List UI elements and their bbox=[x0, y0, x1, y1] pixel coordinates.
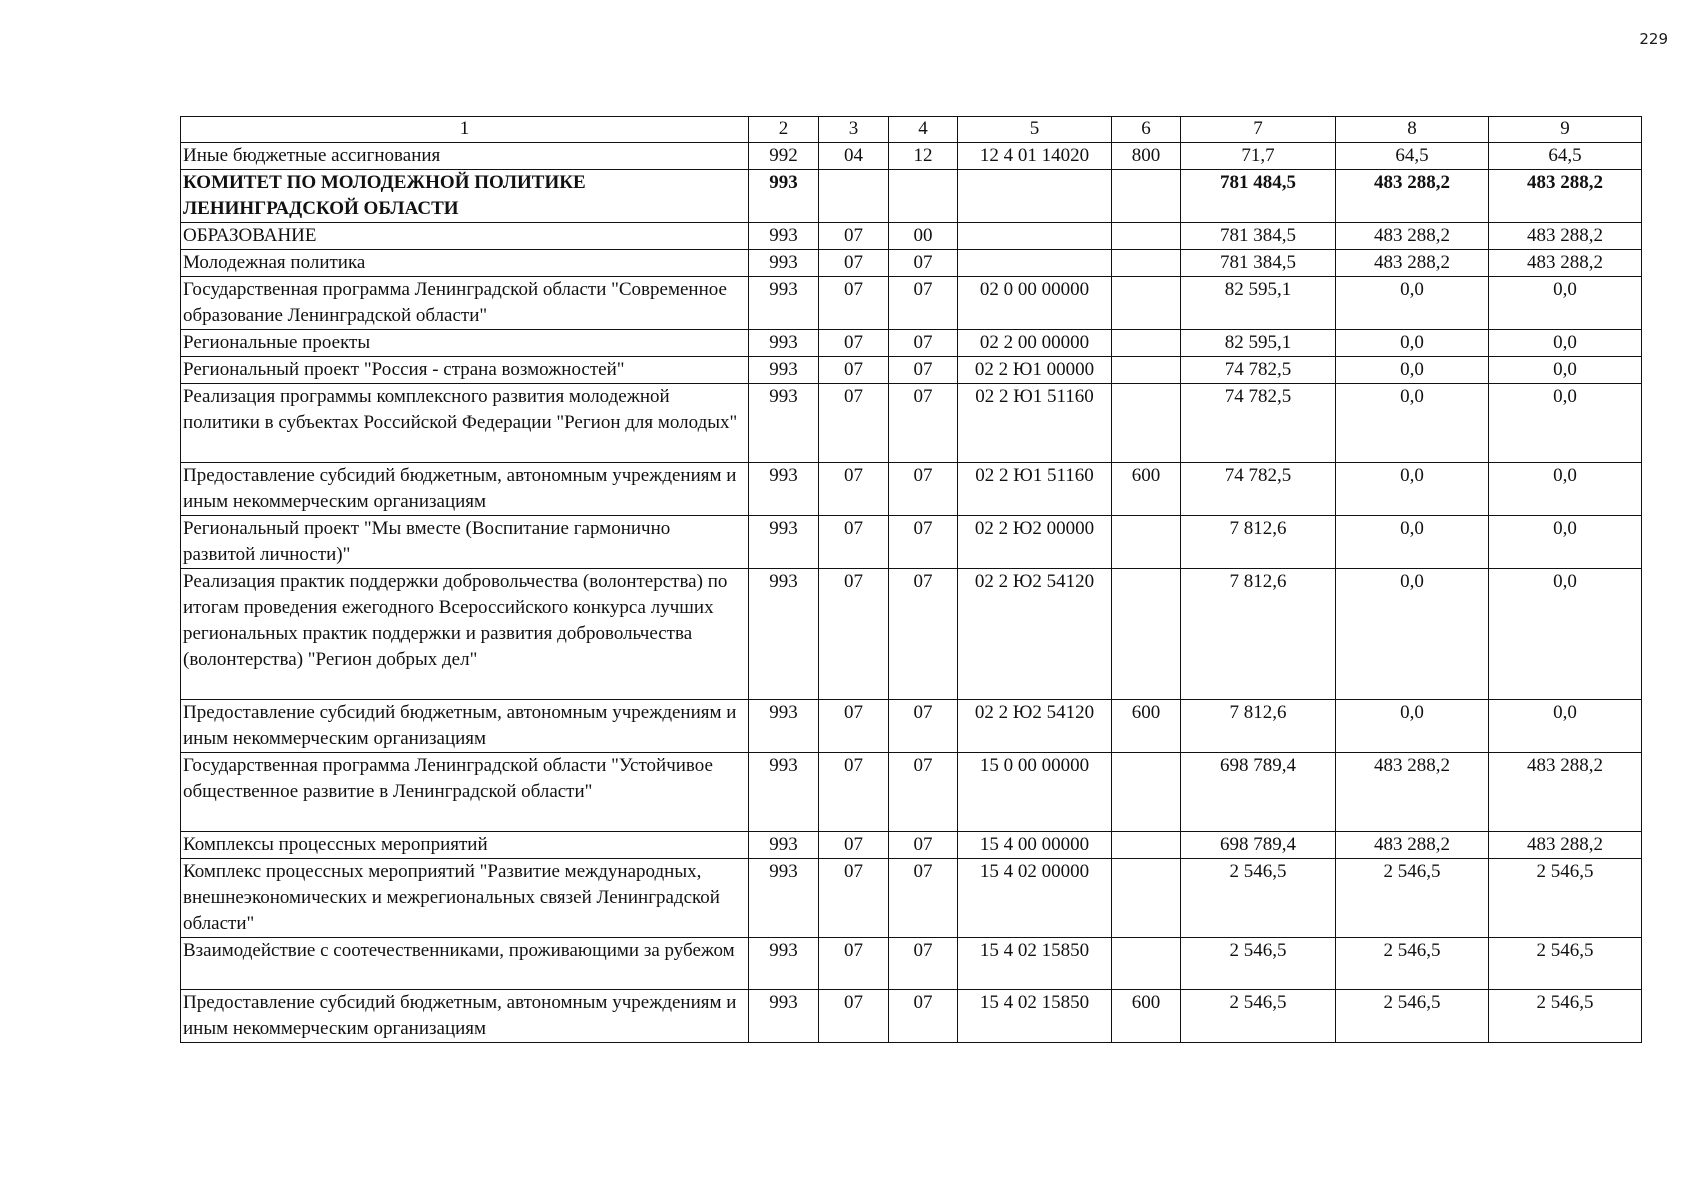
cell-target-article: 15 0 00 00000 bbox=[958, 753, 1112, 832]
cell-amount-1: 74 782,5 bbox=[1181, 463, 1336, 516]
column-number: 7 bbox=[1181, 117, 1336, 143]
cell-target-article: 15 4 02 15850 bbox=[958, 938, 1112, 990]
row-name: ОБРАЗОВАНИЕ bbox=[181, 223, 749, 250]
table-row bbox=[181, 700, 1642, 753]
cell-amount-2: 0,0 bbox=[1336, 384, 1489, 463]
cell-ministry-code: 993 bbox=[749, 277, 819, 330]
table-row bbox=[181, 832, 1642, 859]
column-number: 1 bbox=[181, 117, 749, 143]
cell-amount-1: 2 546,5 bbox=[1181, 990, 1336, 1043]
cell-expense-type bbox=[1112, 250, 1181, 277]
cell-amount-3: 483 288,2 bbox=[1489, 832, 1642, 859]
row-name: Предоставление субсидий бюджетным, автономным учреждениям и иным некоммерческим организациям bbox=[181, 700, 749, 753]
column-number: 4 bbox=[889, 117, 958, 143]
cell-section: 07 bbox=[819, 277, 889, 330]
cell-section: 07 bbox=[819, 859, 889, 938]
table-row bbox=[181, 516, 1642, 569]
cell-target-article: 02 2 Ю2 54120 bbox=[958, 700, 1112, 753]
cell-ministry-code: 993 bbox=[749, 330, 819, 357]
cell-amount-2: 483 288,2 bbox=[1336, 753, 1489, 832]
column-number: 5 bbox=[958, 117, 1112, 143]
table-row bbox=[181, 384, 1642, 463]
cell-subsection: 07 bbox=[889, 384, 958, 463]
table-row bbox=[181, 223, 1642, 250]
cell-ministry-code: 993 bbox=[749, 463, 819, 516]
table-row bbox=[181, 357, 1642, 384]
cell-subsection: 07 bbox=[889, 569, 958, 700]
cell-amount-3: 2 546,5 bbox=[1489, 859, 1642, 938]
row-name: Региональный проект "Мы вместе (Воспитание гармонично развитой личности)" bbox=[181, 516, 749, 569]
cell-amount-3: 483 288,2 bbox=[1489, 753, 1642, 832]
cell-ministry-code: 993 bbox=[749, 516, 819, 569]
cell-amount-2: 0,0 bbox=[1336, 516, 1489, 569]
cell-expense-type bbox=[1112, 330, 1181, 357]
table-row bbox=[181, 463, 1642, 516]
cell-subsection bbox=[889, 170, 958, 223]
cell-section: 07 bbox=[819, 463, 889, 516]
cell-ministry-code: 993 bbox=[749, 700, 819, 753]
column-number: 9 bbox=[1489, 117, 1642, 143]
cell-amount-3: 0,0 bbox=[1489, 384, 1642, 463]
row-name: Молодежная политика bbox=[181, 250, 749, 277]
cell-amount-2: 0,0 bbox=[1336, 330, 1489, 357]
cell-target-article: 02 2 Ю2 00000 bbox=[958, 516, 1112, 569]
table-row bbox=[181, 277, 1642, 330]
cell-subsection: 12 bbox=[889, 143, 958, 170]
cell-amount-3: 0,0 bbox=[1489, 516, 1642, 569]
column-number: 2 bbox=[749, 117, 819, 143]
cell-section: 07 bbox=[819, 700, 889, 753]
cell-amount-1: 7 812,6 bbox=[1181, 700, 1336, 753]
cell-ministry-code: 993 bbox=[749, 223, 819, 250]
cell-amount-3: 0,0 bbox=[1489, 569, 1642, 700]
cell-section: 07 bbox=[819, 516, 889, 569]
cell-target-article: 02 0 00 00000 bbox=[958, 277, 1112, 330]
cell-amount-3: 0,0 bbox=[1489, 700, 1642, 753]
cell-section: 07 bbox=[819, 569, 889, 700]
cell-subsection: 07 bbox=[889, 330, 958, 357]
cell-ministry-code: 993 bbox=[749, 753, 819, 832]
row-name: Реализация практик поддержки добровольчества (волонтерства) по итогам проведения ежегодного Всероссийского конкурса лучших региональных практик поддержки и развития добровольчества (волонтерства) "Регион добрых дел" bbox=[181, 569, 749, 700]
cell-amount-3: 483 288,2 bbox=[1489, 170, 1642, 223]
cell-expense-type bbox=[1112, 832, 1181, 859]
table-row bbox=[181, 990, 1642, 1043]
cell-ministry-code: 993 bbox=[749, 357, 819, 384]
cell-amount-2: 2 546,5 bbox=[1336, 938, 1489, 990]
cell-section: 07 bbox=[819, 384, 889, 463]
cell-expense-type bbox=[1112, 516, 1181, 569]
row-name: Региональный проект "Россия - страна возможностей" bbox=[181, 357, 749, 384]
table-row bbox=[181, 143, 1642, 170]
cell-amount-3: 0,0 bbox=[1489, 463, 1642, 516]
cell-amount-2: 0,0 bbox=[1336, 277, 1489, 330]
cell-amount-1: 698 789,4 bbox=[1181, 832, 1336, 859]
row-name: КОМИТЕТ ПО МОЛОДЕЖНОЙ ПОЛИТИКЕ ЛЕНИНГРАДСКОЙ ОБЛАСТИ bbox=[181, 170, 749, 223]
cell-amount-1: 781 384,5 bbox=[1181, 223, 1336, 250]
row-name: Государственная программа Ленинградской области "Современное образование Ленинградской области" bbox=[181, 277, 749, 330]
cell-section bbox=[819, 170, 889, 223]
row-name: Государственная программа Ленинградской области "Устойчивое общественное развитие в Ленинградской области" bbox=[181, 753, 749, 832]
cell-subsection: 07 bbox=[889, 832, 958, 859]
cell-target-article bbox=[958, 223, 1112, 250]
cell-ministry-code: 993 bbox=[749, 569, 819, 700]
page-number: 229 bbox=[1639, 30, 1668, 48]
cell-amount-3: 483 288,2 bbox=[1489, 250, 1642, 277]
cell-target-article bbox=[958, 250, 1112, 277]
row-name: Комплекс процессных мероприятий "Развитие международных, внешнеэкономических и межрегиональных связей Ленинградской области" bbox=[181, 859, 749, 938]
cell-ministry-code: 993 bbox=[749, 990, 819, 1043]
cell-amount-2: 2 546,5 bbox=[1336, 859, 1489, 938]
cell-target-article: 02 2 Ю1 51160 bbox=[958, 384, 1112, 463]
column-number: 8 bbox=[1336, 117, 1489, 143]
cell-section: 07 bbox=[819, 753, 889, 832]
cell-amount-1: 2 546,5 bbox=[1181, 859, 1336, 938]
cell-subsection: 07 bbox=[889, 516, 958, 569]
cell-expense-type: 600 bbox=[1112, 700, 1181, 753]
cell-ministry-code: 993 bbox=[749, 250, 819, 277]
cell-amount-1: 82 595,1 bbox=[1181, 330, 1336, 357]
row-name: Иные бюджетные ассигнования bbox=[181, 143, 749, 170]
budget-table bbox=[180, 116, 1642, 1043]
cell-section: 04 bbox=[819, 143, 889, 170]
cell-ministry-code: 993 bbox=[749, 832, 819, 859]
cell-amount-2: 483 288,2 bbox=[1336, 832, 1489, 859]
cell-amount-2: 483 288,2 bbox=[1336, 223, 1489, 250]
cell-expense-type bbox=[1112, 384, 1181, 463]
column-number: 3 bbox=[819, 117, 889, 143]
cell-expense-type bbox=[1112, 569, 1181, 700]
cell-subsection: 07 bbox=[889, 357, 958, 384]
table-row bbox=[181, 330, 1642, 357]
cell-subsection: 07 bbox=[889, 277, 958, 330]
cell-amount-2: 0,0 bbox=[1336, 700, 1489, 753]
table-row bbox=[181, 250, 1642, 277]
cell-amount-2: 2 546,5 bbox=[1336, 990, 1489, 1043]
cell-amount-3: 0,0 bbox=[1489, 357, 1642, 384]
cell-amount-2: 0,0 bbox=[1336, 357, 1489, 384]
row-name: Предоставление субсидий бюджетным, автономным учреждениям и иным некоммерческим организациям bbox=[181, 990, 749, 1043]
row-name: Комплексы процессных мероприятий bbox=[181, 832, 749, 859]
cell-target-article: 02 2 00 00000 bbox=[958, 330, 1112, 357]
cell-amount-1: 71,7 bbox=[1181, 143, 1336, 170]
cell-amount-3: 0,0 bbox=[1489, 277, 1642, 330]
cell-ministry-code: 993 bbox=[749, 938, 819, 990]
cell-subsection: 07 bbox=[889, 250, 958, 277]
column-number: 6 bbox=[1112, 117, 1181, 143]
cell-target-article bbox=[958, 170, 1112, 223]
cell-subsection: 00 bbox=[889, 223, 958, 250]
cell-amount-1: 2 546,5 bbox=[1181, 938, 1336, 990]
cell-section: 07 bbox=[819, 990, 889, 1043]
table-header-row bbox=[181, 117, 1642, 143]
cell-expense-type bbox=[1112, 357, 1181, 384]
cell-subsection: 07 bbox=[889, 753, 958, 832]
cell-target-article: 15 4 02 00000 bbox=[958, 859, 1112, 938]
cell-amount-1: 82 595,1 bbox=[1181, 277, 1336, 330]
cell-amount-2: 483 288,2 bbox=[1336, 170, 1489, 223]
cell-section: 07 bbox=[819, 938, 889, 990]
row-name: Взаимодействие с соотечественниками, проживающими за рубежом bbox=[181, 938, 749, 990]
cell-expense-type bbox=[1112, 753, 1181, 832]
cell-amount-1: 781 384,5 bbox=[1181, 250, 1336, 277]
cell-amount-3: 2 546,5 bbox=[1489, 990, 1642, 1043]
cell-amount-1: 781 484,5 bbox=[1181, 170, 1336, 223]
cell-expense-type: 600 bbox=[1112, 990, 1181, 1043]
cell-amount-1: 7 812,6 bbox=[1181, 516, 1336, 569]
cell-ministry-code: 992 bbox=[749, 143, 819, 170]
cell-subsection: 07 bbox=[889, 938, 958, 990]
cell-amount-2: 0,0 bbox=[1336, 569, 1489, 700]
table-row bbox=[181, 938, 1642, 990]
table-row bbox=[181, 859, 1642, 938]
cell-amount-2: 483 288,2 bbox=[1336, 250, 1489, 277]
cell-subsection: 07 bbox=[889, 700, 958, 753]
cell-amount-1: 74 782,5 bbox=[1181, 384, 1336, 463]
cell-target-article: 15 4 02 15850 bbox=[958, 990, 1112, 1043]
cell-target-article: 15 4 00 00000 bbox=[958, 832, 1112, 859]
cell-amount-1: 698 789,4 bbox=[1181, 753, 1336, 832]
table-row bbox=[181, 170, 1642, 223]
cell-expense-type: 600 bbox=[1112, 463, 1181, 516]
cell-section: 07 bbox=[819, 250, 889, 277]
cell-subsection: 07 bbox=[889, 463, 958, 516]
cell-amount-1: 7 812,6 bbox=[1181, 569, 1336, 700]
cell-amount-2: 0,0 bbox=[1336, 463, 1489, 516]
cell-ministry-code: 993 bbox=[749, 859, 819, 938]
cell-amount-3: 0,0 bbox=[1489, 330, 1642, 357]
cell-amount-3: 2 546,5 bbox=[1489, 938, 1642, 990]
cell-section: 07 bbox=[819, 357, 889, 384]
cell-subsection: 07 bbox=[889, 990, 958, 1043]
cell-ministry-code: 993 bbox=[749, 170, 819, 223]
cell-section: 07 bbox=[819, 832, 889, 859]
cell-expense-type bbox=[1112, 277, 1181, 330]
row-name: Реализация программы комплексного развития молодежной политики в субъектах Российской Федерации "Регион для молодых" bbox=[181, 384, 749, 463]
cell-expense-type bbox=[1112, 223, 1181, 250]
cell-amount-1: 74 782,5 bbox=[1181, 357, 1336, 384]
cell-target-article: 12 4 01 14020 bbox=[958, 143, 1112, 170]
cell-ministry-code: 993 bbox=[749, 384, 819, 463]
cell-section: 07 bbox=[819, 223, 889, 250]
cell-section: 07 bbox=[819, 330, 889, 357]
table-row bbox=[181, 753, 1642, 832]
cell-target-article: 02 2 Ю1 51160 bbox=[958, 463, 1112, 516]
row-name: Региональные проекты bbox=[181, 330, 749, 357]
cell-target-article: 02 2 Ю1 00000 bbox=[958, 357, 1112, 384]
cell-expense-type: 800 bbox=[1112, 143, 1181, 170]
cell-amount-2: 64,5 bbox=[1336, 143, 1489, 170]
row-name: Предоставление субсидий бюджетным, автономным учреждениям и иным некоммерческим организациям bbox=[181, 463, 749, 516]
cell-amount-3: 483 288,2 bbox=[1489, 223, 1642, 250]
cell-target-article: 02 2 Ю2 54120 bbox=[958, 569, 1112, 700]
cell-amount-3: 64,5 bbox=[1489, 143, 1642, 170]
cell-expense-type bbox=[1112, 859, 1181, 938]
cell-expense-type bbox=[1112, 938, 1181, 990]
cell-expense-type bbox=[1112, 170, 1181, 223]
table-row bbox=[181, 569, 1642, 700]
cell-subsection: 07 bbox=[889, 859, 958, 938]
